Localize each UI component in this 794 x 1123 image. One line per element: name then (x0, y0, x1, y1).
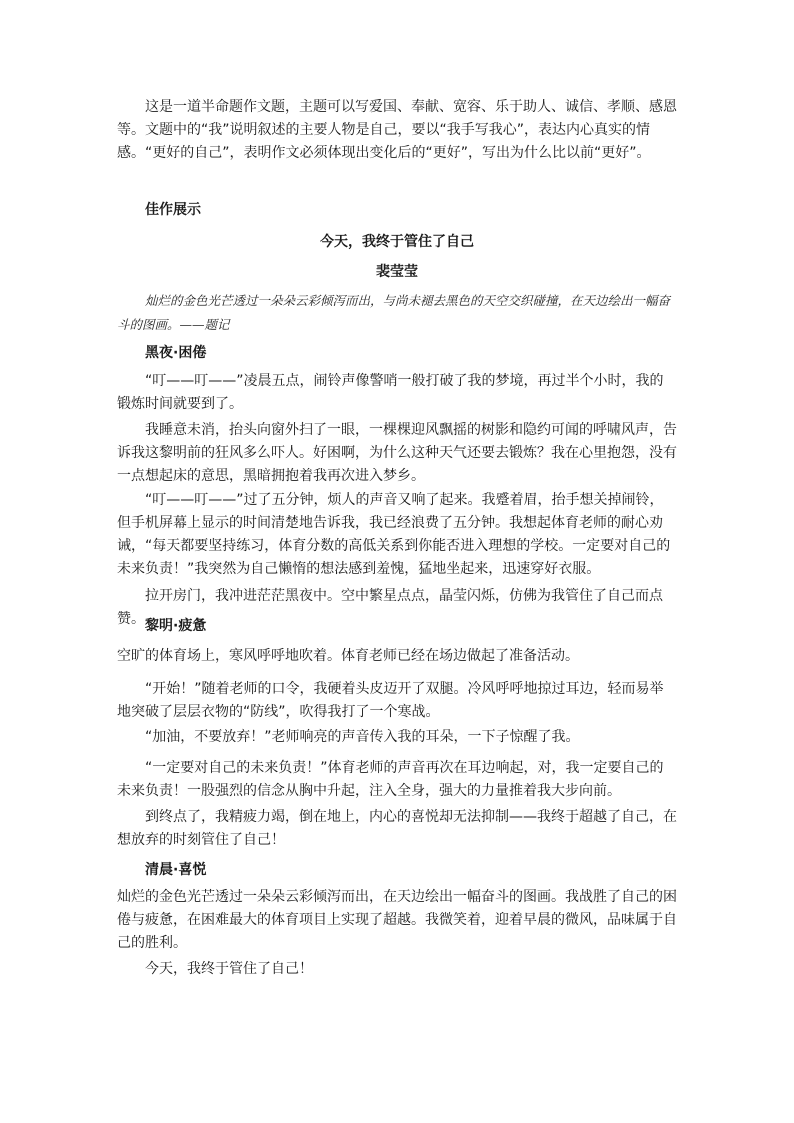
paragraph: 空旷的体育场上，寒风呼呼地吹着。体育老师已经在场边做起了准备活动。 (117, 648, 579, 664)
essay-title: 今天，我终于管住了自己 (320, 234, 474, 250)
paragraph: “加油，不要放弃！”老师响亮的声音传入我的耳朵，一下子惊醒了我。 (145, 729, 580, 745)
paragraph: “叮——叮——”凌晨五点，闹铃声像警哨一般打破了我的梦境，再过半个小时，我的锻炼时间就要到了。 (117, 373, 664, 412)
intro-paragraph: 这是一道半命题作文题，主题可以写爱国、奉献、宽容、乐于助人、诚信、孝顺、感恩等。文题中的“我”说明叙述的主要人物是自己，要以“我手写我心”，表达内心真实的情感。“更好的自己”，表明作文必须体现出变化后的“更好”，写出为什么比以前“更好”。 (117, 99, 677, 161)
section-heading-night: 黑夜·困倦 (145, 345, 207, 361)
epigraph: 灿烂的金色光芒透过一朵朵云彩倾泻而出，与尚未褪去黑色的天空交织碰撞，在天边绘出一幅奋斗的图画。——题记 (117, 293, 671, 332)
paragraph: “叮——叮——”过了五分钟，烦人的声音又响了起来。我蹙着眉，抬手想关掉闹铃，但手机屏幕上显示的时间清楚地告诉我，我已经浪费了五分钟。我想起体育老师的耐心劝诫，“每天都要坚持练习，体育分数的高低关系到你能否进入理想的学校。一定要对自己的未来负责！”我突然为自己懒惰的想法感到羞愧，猛地坐起来，迅速穿好衣服。 (117, 492, 671, 577)
closing-paragraph: 今天，我终于管住了自己！ (145, 961, 313, 977)
paragraph: “开始！”随着老师的口令，我硬着头皮迈开了双腿。冷风呼呼地掠过耳边，轻而易举地突破了层层衣物的“防线”，吹得我打了一个寒战。 (117, 681, 664, 720)
paragraph: 到终点了，我精疲力竭，倒在地上，内心的喜悦却无法抑制——我终于超越了自己，在想放弃的时刻管住了自己！ (117, 809, 677, 848)
section-heading-dawn: 黎明·疲惫 (145, 618, 207, 634)
paragraph: 我睡意未消，抬头向窗外扫了一眼，一棵棵迎风飘摇的树影和隐约可闻的呼啸风声，告诉我这黎明前的狂风多么吓人。好困啊，为什么这种天气还要去锻炼？我在心里抱怨，没有一点想起床的意思，黑暗拥抱着我再次进入梦乡。 (117, 422, 677, 484)
essay-author: 裴莹莹 (376, 264, 418, 280)
section-label: 佳作展示 (145, 202, 201, 218)
paragraph: 灿烂的金色光芒透过一朵朵云彩倾泻而出，在天边绘出一幅奋斗的图画。我战胜了自己的困倦与疲惫，在困难最大的体育项目上实现了超越。我微笑着，迎着早晨的微风，品味属于自己的胜利。 (117, 889, 677, 951)
paragraph: 拉开房门，我冲进茫茫黑夜中。空中繁星点点，晶莹闪烁，仿佛为我管住了自己而点赞。 (117, 588, 663, 627)
paragraph: “一定要对自己的未来负责！”体育老师的声音再次在耳边响起，对，我一定要自己的未来负责！一股强烈的信念从胸中升起，注入全身，强大的力量推着我大步向前。 (117, 760, 664, 799)
section-heading-morning: 清晨·喜悦 (145, 862, 207, 878)
